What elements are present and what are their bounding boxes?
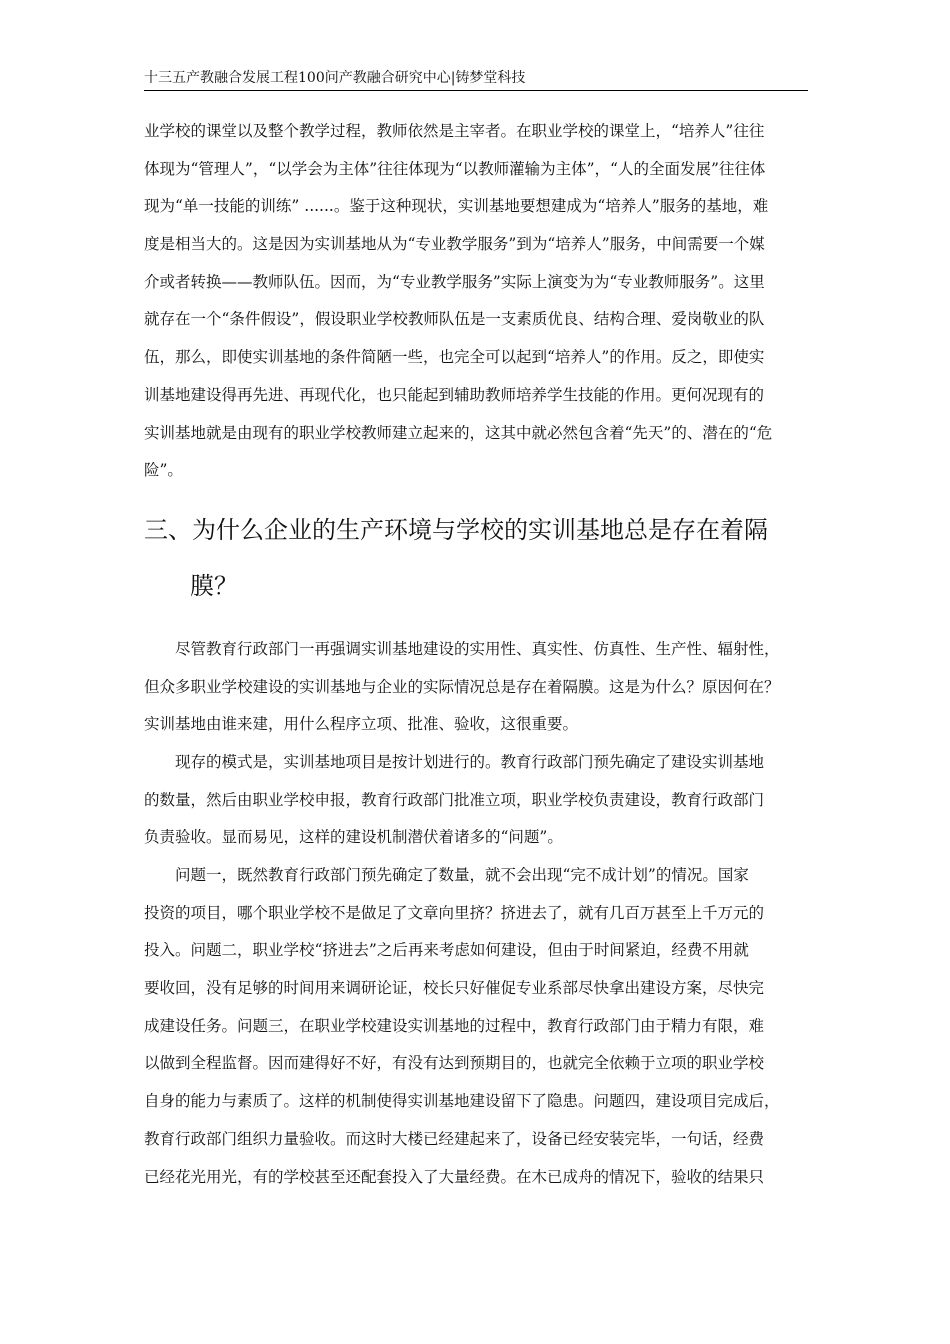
heading-line: 三、为什么企业的生产环境与学校的实训基地总是存在着隔 (144, 516, 768, 544)
text-line: 问题一，既然教育行政部门预先确定了数量，就不会出现“完不成计划”的情况。国家 (175, 866, 749, 884)
text-line: 介或者转换——教师队伍。因而，为“专业教学服务”实际上演变为为“专业教师服务”。这里 (144, 272, 765, 291)
text-line: 投资的项目，哪个职业学校不是做足了文章向里挤？挤进去了，就有几百万甚至上千万元的 (144, 903, 765, 922)
section-heading (144, 502, 808, 614)
heading-line: 膜？ (190, 572, 238, 600)
text-line: 教育行政部门组织力量验收。而这时大楼已经建起来了，设备已经安装完毕，一句话，经费 (144, 1129, 765, 1148)
text-line: 投入。问题二，职业学校“挤进去”之后再来考虑如何建设，但由于时间紧迫，经费不用就 (144, 941, 749, 960)
text-line: 成建设任务。问题三，在职业学校建设实训基地的过程中，教育行政部门由于精力有限，难 (144, 1016, 765, 1035)
text-line: 现存的模式是，实训基地项目是按计划进行的。教育行政部门预先确定了建设实训基地 (175, 753, 765, 771)
text-line: 训基地建设得再先进、再现代化，也只能起到辅助教师培养学生技能的作用。更何况现有的 (144, 385, 765, 404)
text-line: 伍，那么，即使实训基地的条件简陋一些，也完全可以起到“培养人”的作用。反之，即使实 (144, 348, 765, 367)
text-line: 要收回，没有足够的时间用来调研论证，校长只好催促专业系部尽快拿出建设方案，尽快完 (144, 979, 765, 998)
text-line: 自身的能力与素质了。这样的机制使得实训基地建设留下了隐患。问题四，建设项目完成后， (144, 1092, 780, 1111)
running-header: 十三五产教融合发展工程100问产教融合研究中心|铸梦堂科技 (144, 68, 808, 91)
paragraph-2 (144, 631, 808, 744)
text-line: 实训基地就是由现有的职业学校教师建立起来的，这其中就必然包含着“先天”的、潜在的“危 (144, 423, 773, 442)
text-line: 度是相当大的。这是因为实训基地从为“专业教学服务”到为“培养人”服务，中间需要一个媒 (144, 235, 765, 254)
text-line: 以做到全程监督。因而建得好不好，有没有达到预期目的，也就完全依赖于立项的职业学校 (144, 1054, 765, 1073)
text-line: 就存在一个“条件假设”，假设职业学校教师队伍是一支素质优良、结构合理、爱岗敬业的队 (144, 310, 765, 329)
text-line: 的数量，然后由职业学校申报，教育行政部门批准立项，职业学校负责建设，教育行政部门 (144, 790, 765, 809)
paragraph-1 (144, 113, 808, 490)
text-line: 现为“单一技能的训练” ......。鉴于这种现状，实训基地要想建成为“培养人”服务的基地，难 (144, 197, 769, 216)
text-line: 但众多职业学校建设的实训基地与企业的实际情况总是存在着隔膜。这是为什么？原因何在？ (144, 677, 780, 696)
text-line: 尽管教育行政部门一再强调实训基地建设的实用性、真实性、仿真性、生产性、辐射性， (175, 640, 780, 658)
text-line: 实训基地由谁来建，用什么程序立项、批准、验收，这很重要。 (144, 715, 579, 734)
text-line: 体现为“管理人”，“以学会为主体”往往体现为“以教师灌输为主体”，“人的全面发展”往往体 (144, 159, 766, 178)
text-line: 负责验收。显而易见，这样的建设机制潜伏着诸多的“问题”。 (144, 828, 563, 847)
text-line: 业学校的课堂以及整个教学过程，教师依然是主宰者。在职业学校的课堂上，“培养人”往往 (144, 122, 765, 140)
paragraph-3 (144, 744, 808, 857)
text-line: 已经花光用光，有的学校甚至还配套投入了大量经费。在木已成舟的情况下，验收的结果只 (144, 1167, 765, 1186)
paragraph-4 (144, 857, 808, 1196)
text-line: 险”。 (144, 461, 183, 480)
